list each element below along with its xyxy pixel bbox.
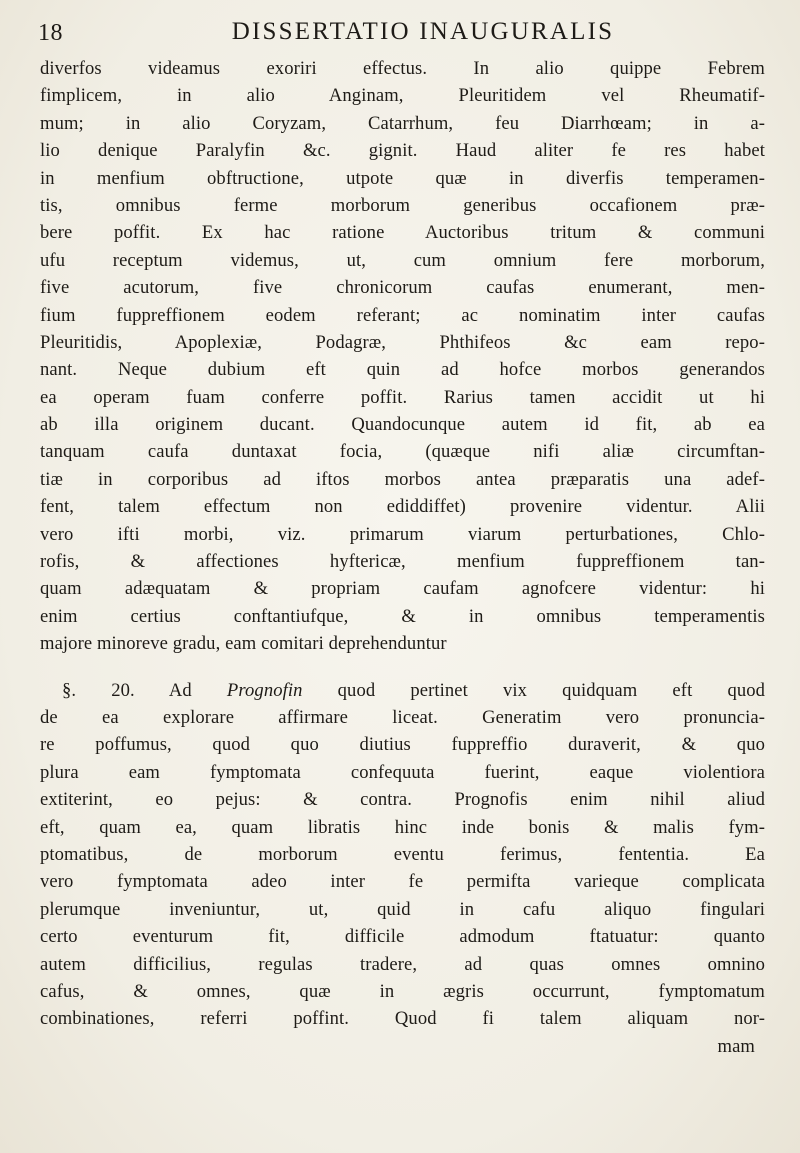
text-line: fent, talem effectum non ediddiffet) provenire videntur. Alii <box>40 496 765 518</box>
text-line: autem difficilius, regulas tradere, ad quas omnes omnino <box>40 953 765 975</box>
text-line: extiterint, eo pejus: & contra. Prognofis enim nihil aliud <box>40 789 765 811</box>
italic-term: Prognofin <box>226 679 303 701</box>
text-line: five acutorum, five chronicorum caufas enumerant, men- <box>40 277 765 299</box>
text-line: fimplicem, in alio Anginam, Pleuritidem vel Rheumatif- <box>40 85 765 107</box>
text-line: ptomatibus, de morborum eventu ferimus, fententia. Ea <box>40 843 765 865</box>
text-line: tiæ in corporibus ad iftos morbos antea præparatis una adef- <box>40 468 765 490</box>
paragraph-1 <box>40 55 765 658</box>
section-opening-line <box>40 677 765 704</box>
text-line: bere poffit. Ex hac ratione Auctoribus tritum & communi <box>40 222 765 244</box>
text-line: tanquam caufa duntaxat focia, (quæque nifi aliæ circumftan- <box>40 441 765 463</box>
text-line: fium fuppreffionem eodem referant; ac nominatim inter caufas <box>40 304 765 326</box>
paragraph-2 <box>40 677 765 1060</box>
text-line: plura eam fymptomata confequuta fuerint, eaque violentiora <box>40 761 765 783</box>
text-line: Pleuritidis, Apoplexiæ, Podagræ, Phthifeos &c eam repo- <box>40 331 765 353</box>
text-line: cafus, & omnes, quæ in ægris occurrunt, fymptomatum <box>40 980 765 1002</box>
text-line: majore minoreve gradu, eam comitari deprehenduntur <box>40 633 447 655</box>
text-line: enim certius conftantiufque, & in omnibus temperamentis <box>40 605 765 627</box>
text-line: tis, omnibus ferme morborum generibus occafionem præ- <box>40 194 765 216</box>
page-header <box>38 16 748 56</box>
text-line: ufu receptum videmus, ut, cum omnium fere morborum, <box>40 249 765 271</box>
text-line: ab illa originem ducant. Quandocunque autem id fit, ab ea <box>40 414 765 436</box>
text-line: certo eventurum fit, difficile admodum ftatuatur: quanto <box>40 926 765 948</box>
text-line: vero fymptomata adeo inter fe permifta varieque complicata <box>40 871 765 893</box>
text-line: lio denique Paralyfin &c. gignit. Haud aliter fe res habet <box>40 140 765 162</box>
text-line: diverfos videamus exoriri effectus. In alio quippe Febrem <box>40 58 765 79</box>
text-line: eft, quam ea, quam libratis hinc inde bonis & malis fym- <box>40 816 765 838</box>
text-line: mum; in alio Coryzam, Catarrhum, feu Diarrhœam; in a- <box>40 112 765 134</box>
text-line: de ea explorare affirmare liceat. Generatim vero pronuncia- <box>40 706 765 728</box>
body-text <box>40 55 765 1060</box>
text-line: re poffumus, quod quo diutius fuppreffio duraverit, & quo <box>40 734 765 756</box>
text-line: quam adæquatam & propriam caufam agnofcere videntur: hi <box>40 578 765 600</box>
text-line: combinationes, referri poffint. Quod fi talem aliquam nor- <box>40 1008 765 1030</box>
text-line: in menfium obftructione, utpote quæ in diverfis temperamen- <box>40 167 765 189</box>
text-line: rofis, & affectiones hyftericæ, menfium fuppreffionem tan- <box>40 551 765 573</box>
text-line: nant. Neque dubium eft quin ad hofce morbos generandos <box>40 359 765 381</box>
lead-word: Ad <box>168 679 192 701</box>
catchword: mam <box>717 1035 755 1057</box>
running-head: DISSERTATIO INAUGURALIS <box>231 18 615 45</box>
text-line: ea operam fuam conferre poffit. Rarius tamen accidit ut hi <box>40 386 765 408</box>
section-mark: §. 20. <box>62 679 135 701</box>
text-line: vero ifti morbi, viz. primarum viarum perturbationes, Chlo- <box>40 523 765 545</box>
text-line: plerumque inveniuntur, ut, quid in cafu aliquo fingulari <box>40 898 765 920</box>
line-rest: quod pertinet vix quidquam eft quod <box>337 679 765 701</box>
page-number: 18 <box>38 20 63 46</box>
